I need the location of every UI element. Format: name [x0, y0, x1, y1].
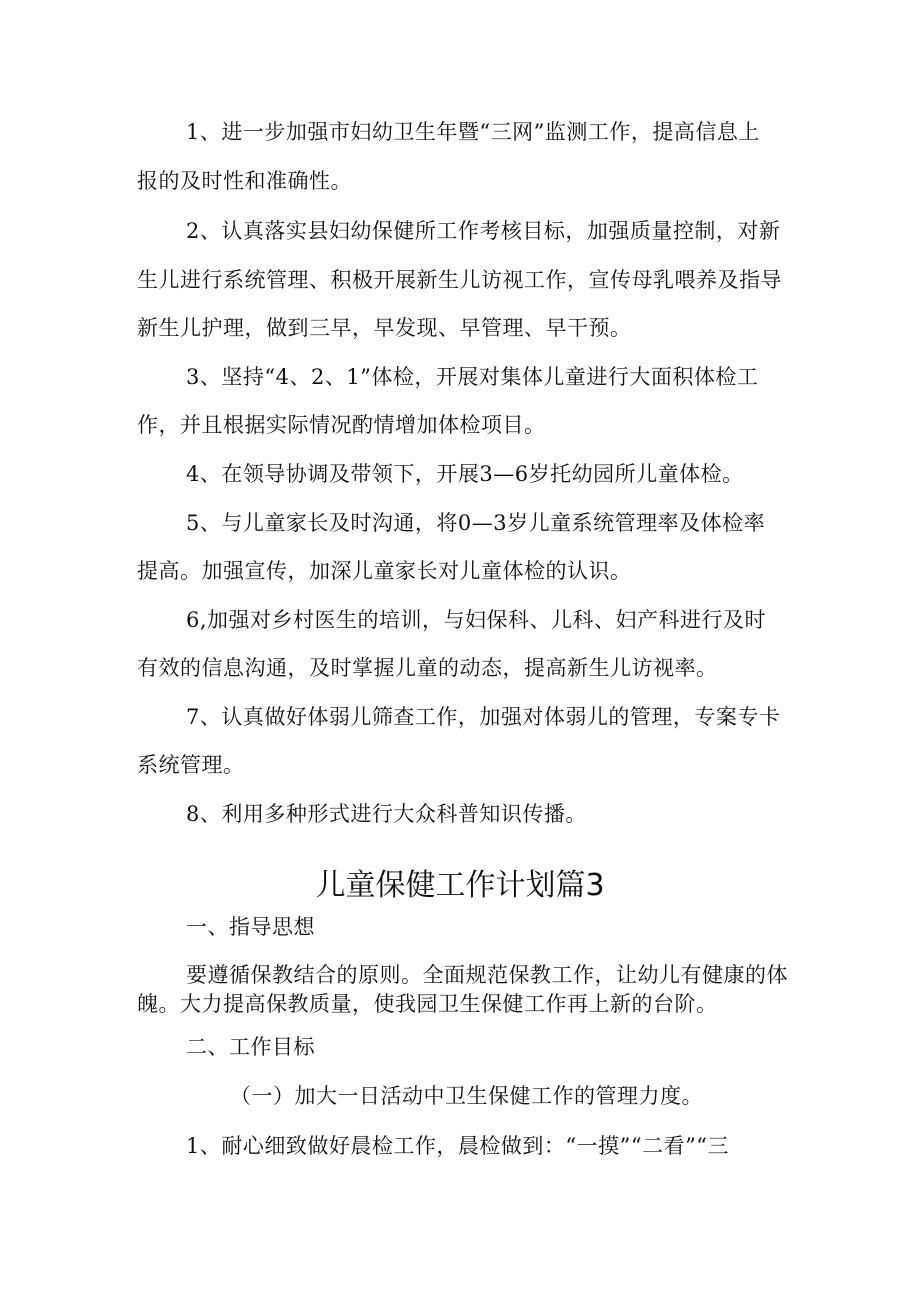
heading-guiding-ideology: 一、指导思想 [186, 915, 315, 939]
subheading-daily-activity: （一）加大一日活动中卫生保健工作的管理力度。 [230, 1084, 703, 1108]
paragraph-4-line-1: 4、在领导协调及带领下，开展3—6岁托幼园所儿童体检。 [186, 462, 744, 486]
paragraph-3-line-1: 3、坚持“4、2、1”体检，开展对集体儿童进行大面积体检工 [186, 365, 759, 389]
paragraph-8-line-1: 8、利用多种形式进行大众科普知识传播。 [186, 802, 587, 826]
paragraph-3-line-2: 作，并且根据实际情况酌情增加体检项目。 [137, 413, 546, 437]
guiding-paragraph-line-1: 要遵循保教结合的原则。全面规范保教工作，让幼儿有健康的体 [186, 963, 788, 987]
paragraph-2-line-3: 新生儿护理，做到三早，早发现、早管理、早干预。 [137, 316, 632, 340]
paragraph-6-line-2: 有效的信息沟通，及时掌握儿童的动态，提高新生儿访视率。 [137, 656, 718, 680]
paragraph-6-line-1: 6,加强对乡村医生的培训，与妇保科、儿科、妇产科进行及时 [186, 608, 767, 632]
paragraph-1-line-2: 报的及时性和准确性。 [137, 169, 352, 193]
heading-work-goals: 二、工作目标 [186, 1035, 315, 1059]
paragraph-7-line-1: 7、认真做好体弱儿筛查工作，加强对体弱儿的管理，专案专卡 [186, 705, 781, 729]
guiding-paragraph-line-2: 魄。大力提高保教质量，使我园卫生保健工作再上新的台阶。 [137, 992, 718, 1016]
paragraph-5-line-1: 5、与儿童家长及时沟通，将0—3岁儿童系统管理率及体检率 [186, 511, 766, 535]
paragraph-5-line-2: 提高。加强宣传，加深儿童家长对儿童体检的认识。 [137, 559, 632, 583]
section-title: 儿童保健工作计划篇3 [315, 868, 605, 903]
paragraph-1-line-1: 1、进一步加强市妇幼卫生年暨“三网”监测工作，提高信息上 [186, 120, 760, 144]
paragraph-2-line-2: 生儿进行系统管理、积极开展新生儿访视工作，宣传母乳喂养及指导 [137, 268, 782, 292]
goal-item-1-line-1: 1、耐心细致做好晨检工作，晨检做到：“一摸”“二看”“三 [186, 1134, 730, 1158]
paragraph-2-line-1: 2、认真落实县妇幼保健所工作考核目标，加强质量控制，对新 [186, 219, 781, 243]
paragraph-7-line-2: 系统管理。 [137, 753, 245, 777]
